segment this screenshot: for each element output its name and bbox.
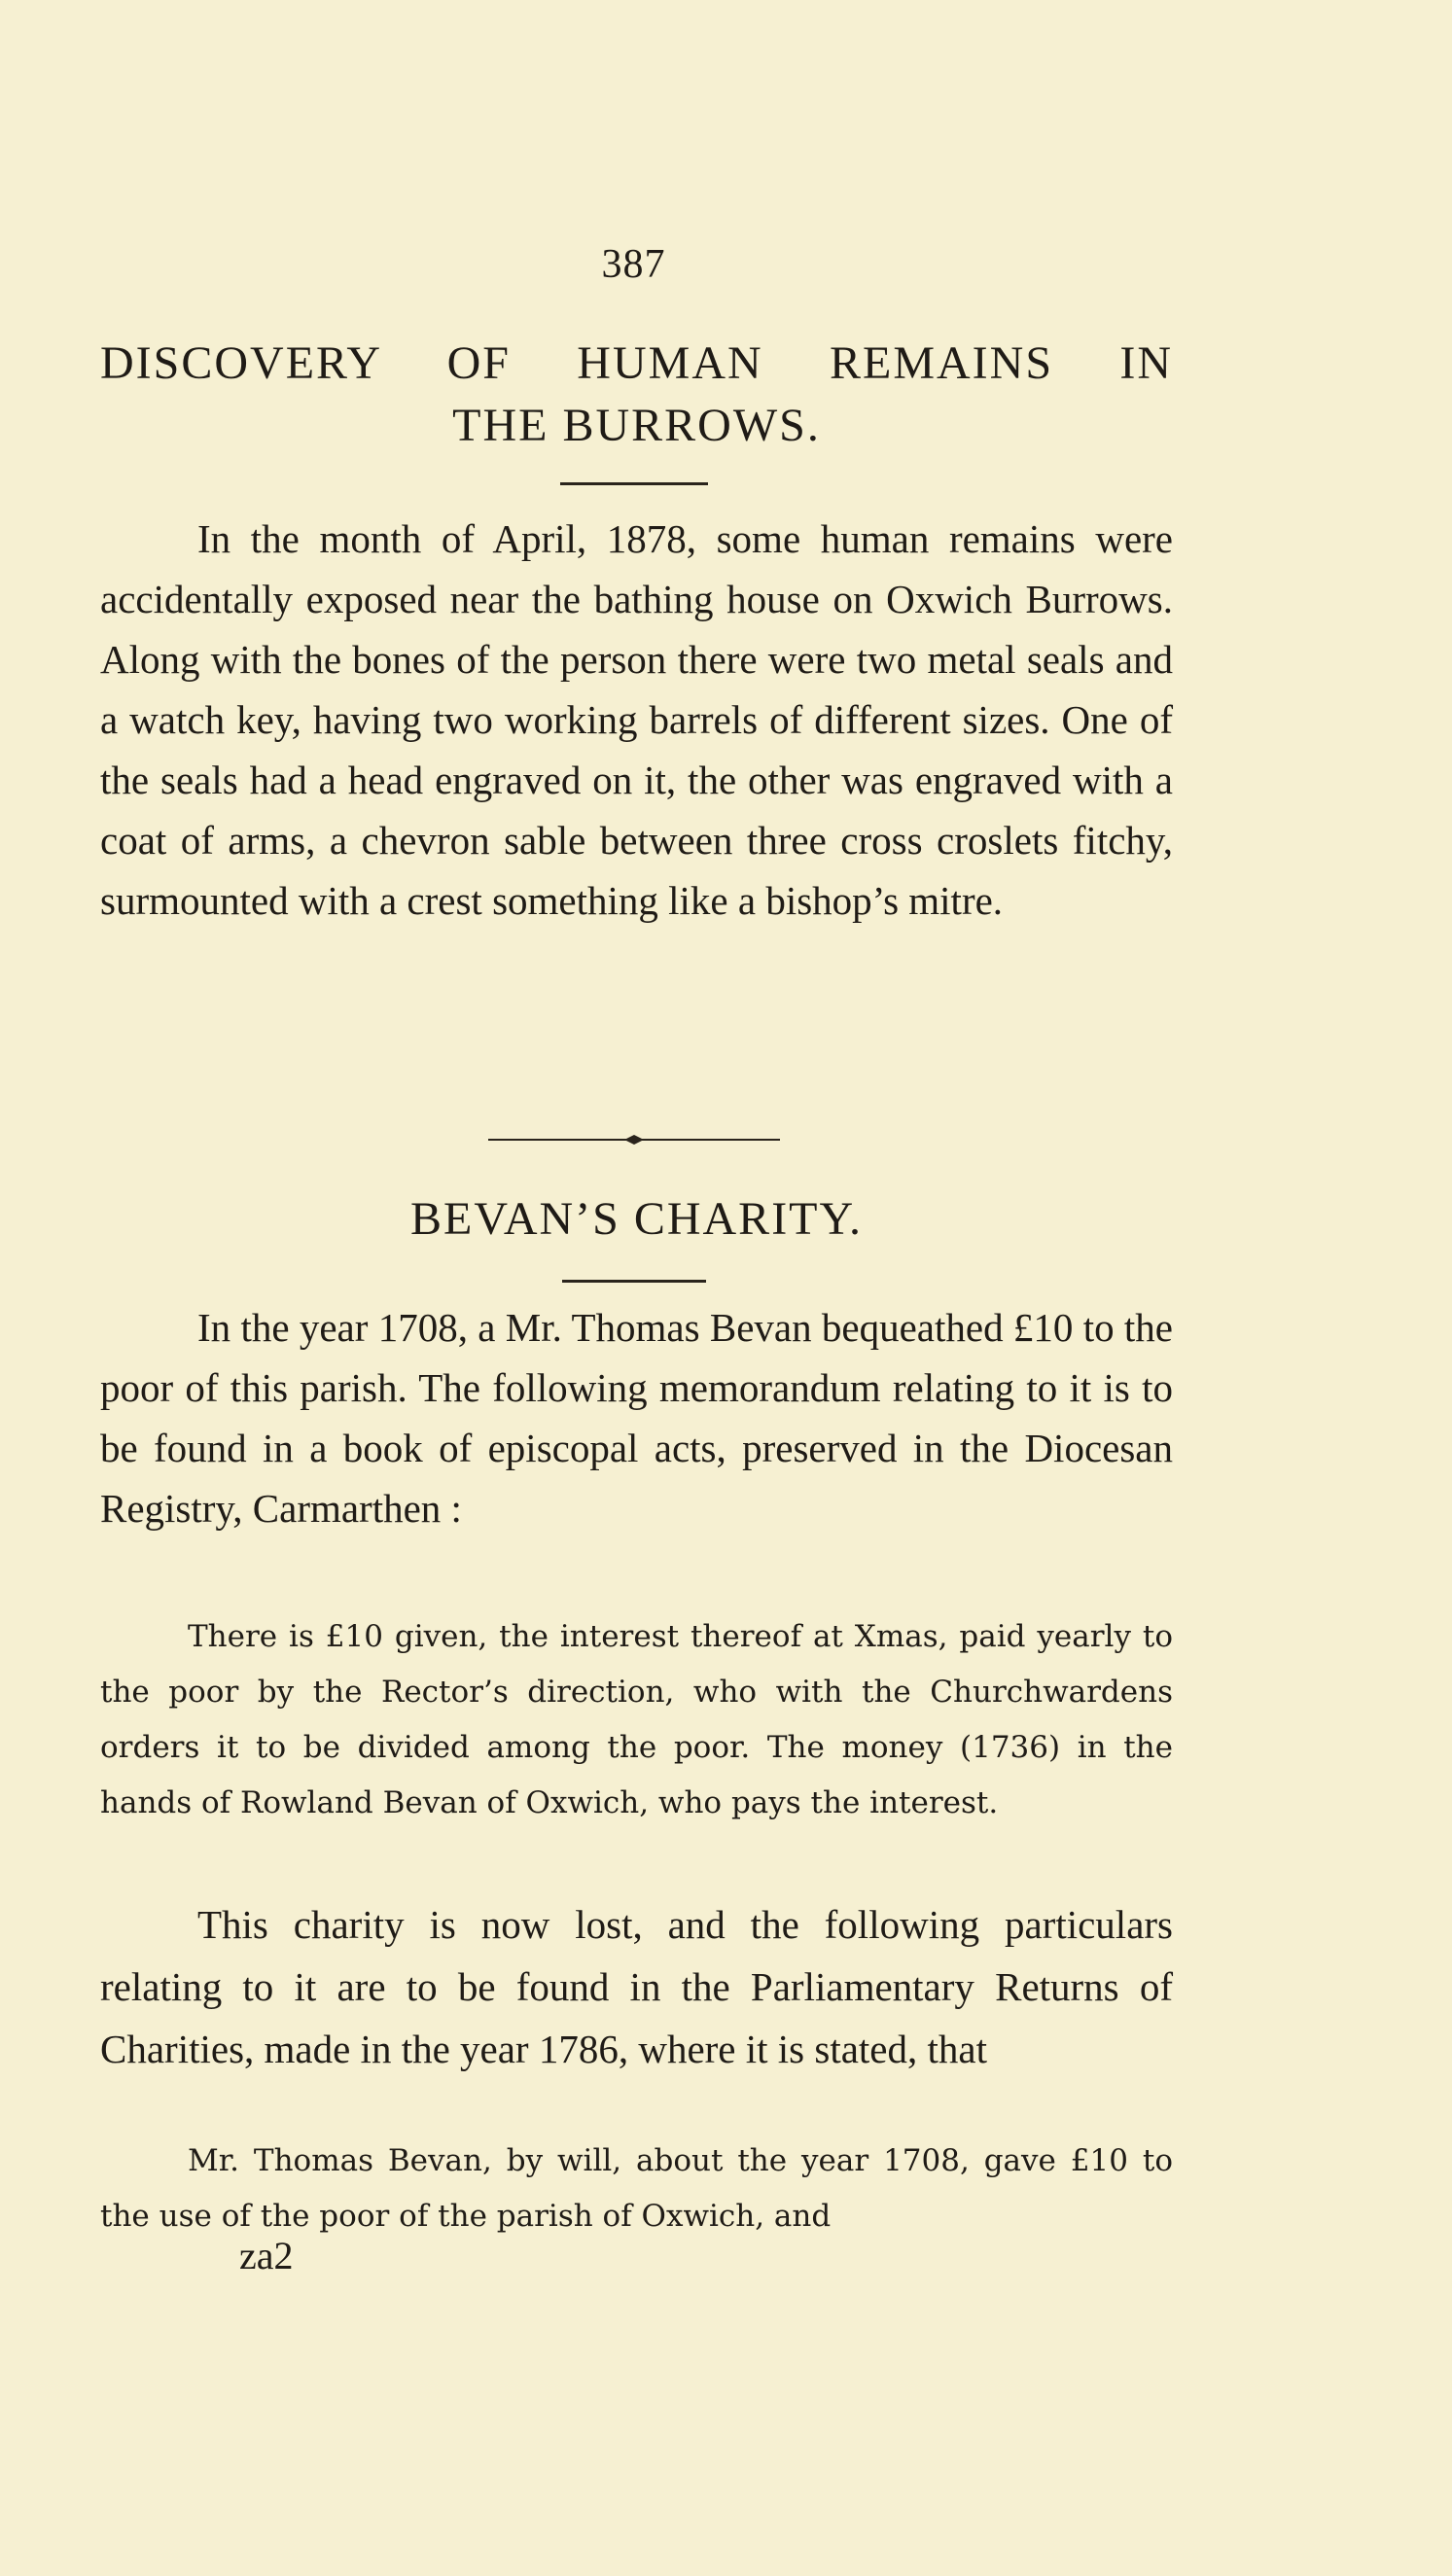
title-underline-rule bbox=[560, 482, 708, 485]
section-divider-ornament bbox=[488, 1134, 780, 1146]
charity-title: BEVAN’S CHARITY. bbox=[410, 1193, 863, 1245]
section-title-line-2: THE BURROWS. bbox=[452, 400, 821, 451]
charity-title-underline-rule bbox=[562, 1280, 706, 1283]
memorandum-quote: There is £10 given, the interest thereof at Xmas, paid yearly to the poor by the Rector’s direction, who with the Churchwardens orders it to be divided among the poor. The money (1736) in the hands of Rowland Bevan of Oxwich, who pays the interest. bbox=[100, 1619, 1173, 1820]
returns-quote: Mr. Thomas Bevan, by will, about the year 1708, gave £10 to the use of the poor of the parish of Oxwich, and bbox=[100, 2143, 1173, 2234]
printer-signature-mark: za2 bbox=[239, 2234, 294, 2277]
charity-paragraph-2: This charity is now lost, and the following particulars relating to it are to be found in the Parliamentary Returns of Charities, made in the year 1786, where it is stated, that bbox=[100, 1902, 1173, 2071]
remains-paragraph: In the month of April, 1878, some human remains were accidentally exposed near the bathing house on Oxwich Burrows. Along with the bones of the person there were two metal seals and a watch key, having two working barrels of different sizes. One of the seals had a head engraved on it, the other was engraved with a coat of arms, a chevron sable between three cross croslets fitchy, surmounted with a crest something like a bishop’s mitre. bbox=[100, 516, 1173, 923]
page-number: 387 bbox=[601, 242, 666, 287]
section-title-line-1: DISCOVERY OF HUMAN REMAINS IN bbox=[100, 337, 1173, 389]
charity-paragraph-1: In the year 1708, a Mr. Thomas Bevan bequeathed £10 to the poor of this parish. The following memorandum relating to it is to be found in a book of episcopal acts, preserved in the Diocesan Registry, Carmarthen : bbox=[100, 1305, 1173, 1531]
